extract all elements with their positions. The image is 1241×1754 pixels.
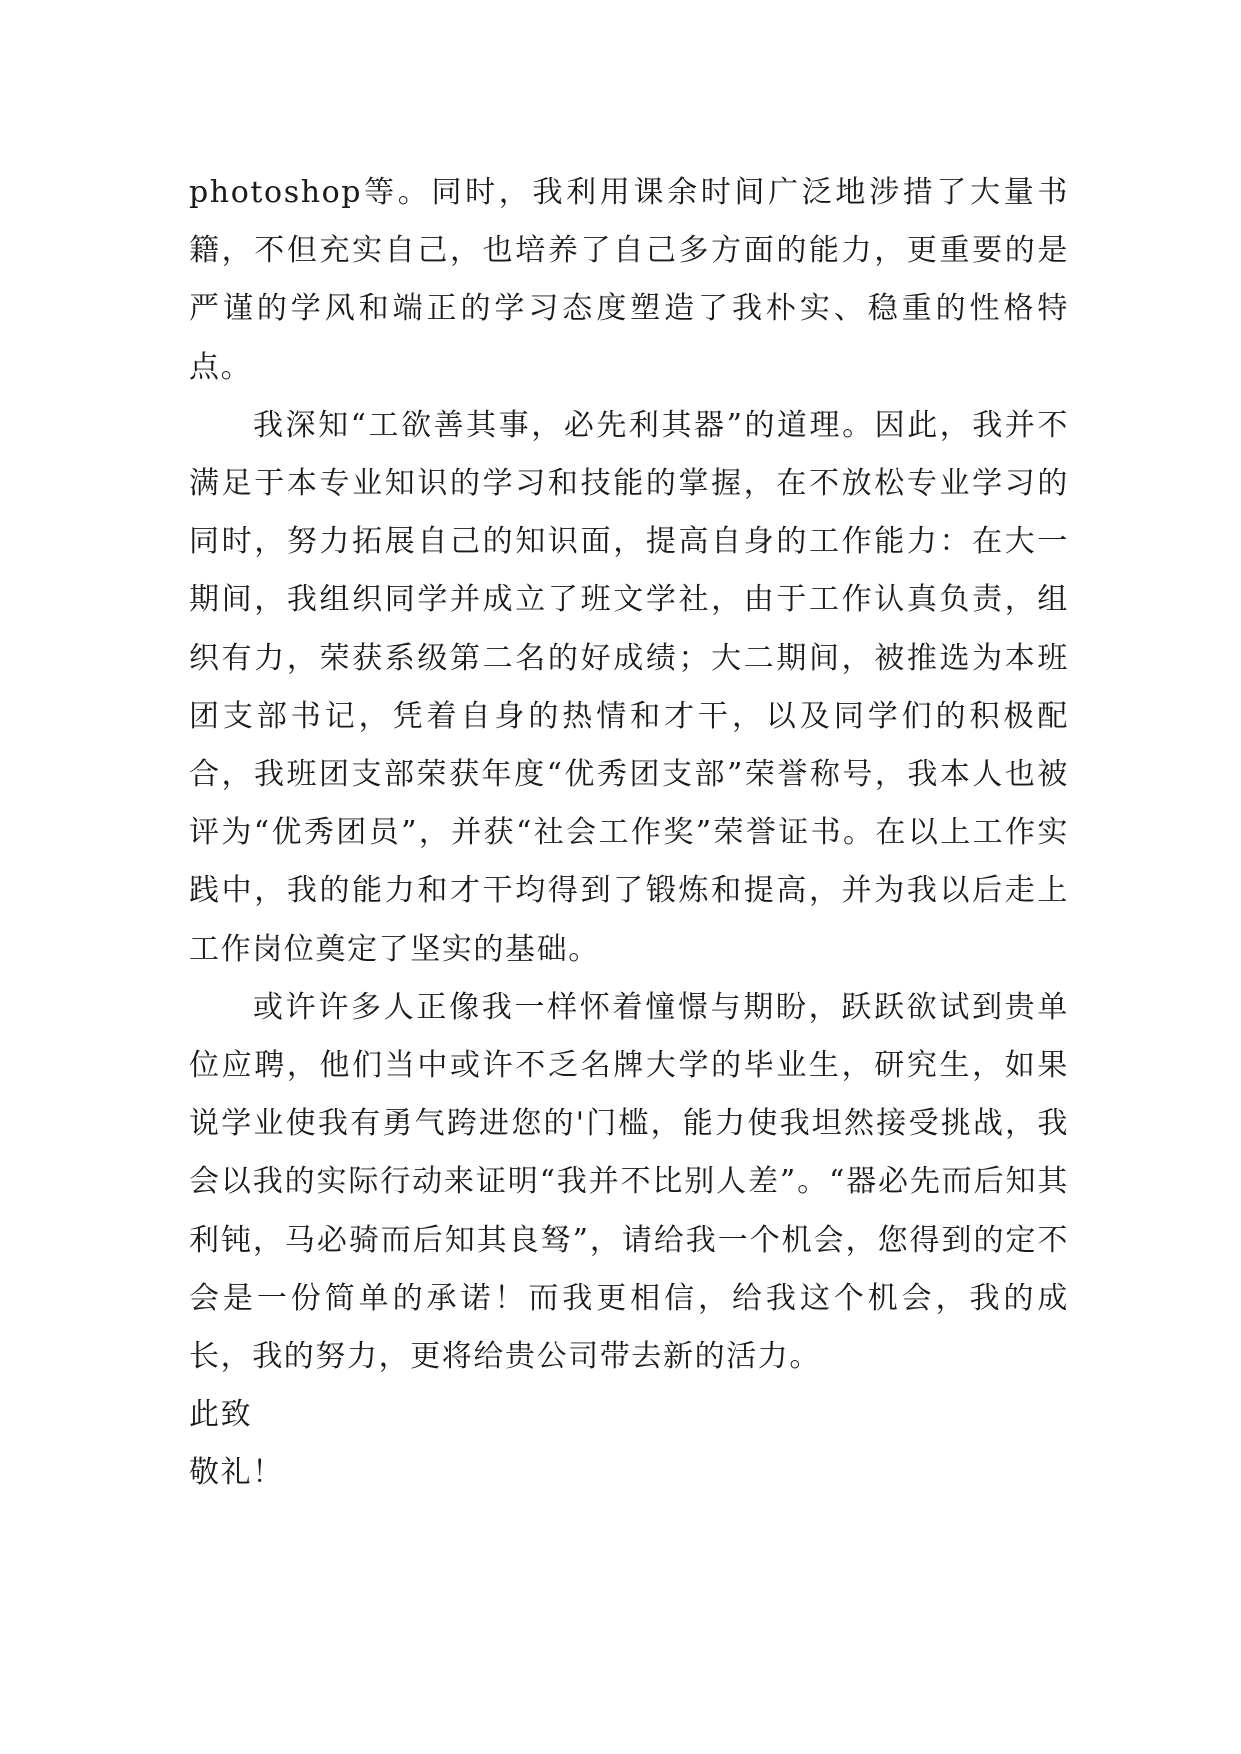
closing-regards: 敬礼！: [189, 1455, 284, 1491]
closing-salutation: 此致: [189, 1397, 253, 1433]
paragraph-skills: 我深知“工欲善其事，必先利其器”的道理。因此，我并不满足于本专业知识的学习和技能的掌握，在不放松专业学习的同时，努力拓展自己的知识面，提高自身的工作能力：在大一期间，我组织同学并成立了班文学社，由于工作认真负责，组织有力，荣获系级第二名的好成绩；大二期间，被推选为本班团支部书记，凭着自身的热情和才干，以及同学们的积极配合，我班团支部荣获年度“优秀团支部”荣誉称号，我本人也被评为“优秀团员”，并获“社会工作奖”荣誉证书。在以上工作实践中，我的能力和才干均得到了锻炼和提高，并为我以后走上工作岗位奠定了坚实的基础。: [189, 407, 1069, 967]
paragraph-closing-appeal: 或许许多人正像我一样怀着憧憬与期盼，跃跃欲试到贵单位应聘，他们当中或许不乏名牌大学的毕业生，研究生，如果说学业使我有勇气跨进您的'门槛，能力使我坦然接受挑战，我会以我的实际行动来证明“我并不比别人差”。“器必先而后知其利钝，马必骑而后知其良驽”，请给我一个机会，您得到的定不会是一份简单的承诺！而我更相信，给我这个机会，我的成长，我的努力，更将给贵公司带去新的活力。: [189, 989, 1069, 1375]
paragraph-continuation: photoshop等。同时，我利用课余时间广泛地涉措了大量书籍，不但充实自己，也培养了自己多方面的能力，更重要的是严谨的学风和端正的学习态度塑造了我朴实、稳重的性格特点。: [189, 175, 1069, 385]
letter-body: [189, 164, 1069, 1503]
